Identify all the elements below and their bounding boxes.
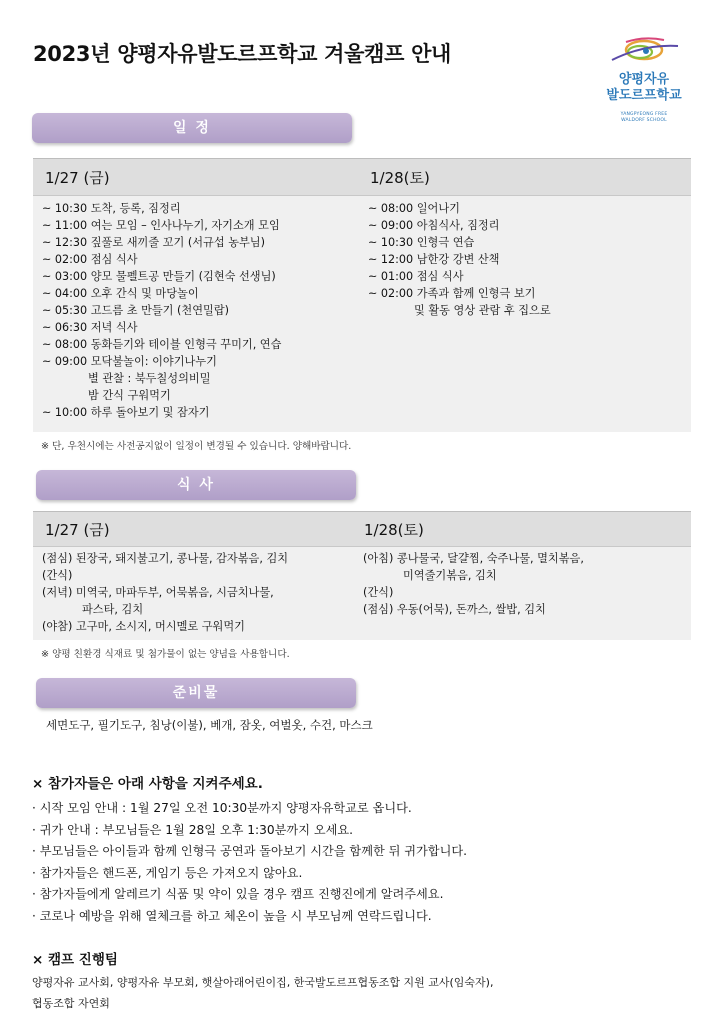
logo-swirl-icon (604, 34, 684, 74)
list-item: ~ 10:30 인형극 연습 (368, 236, 475, 249)
list-item: ~ 10:30 도착, 등록, 짐정리 (42, 202, 181, 215)
list-item: · 시작 모임 안내 : 1월 27일 오전 10:30분까지 양평자유학교로 옵니다. (32, 801, 412, 815)
logo-text-line1: 양평자유 (618, 72, 670, 87)
schedule-day2-label: 1/28(토) (370, 169, 430, 187)
list-item: · 참가자들에게 알레르기 식품 및 약이 있을 경우 캠프 진행진에게 알려주세요. (32, 887, 444, 902)
logo-sub-line1: YANGPYEONG FREE (620, 112, 668, 117)
schedule-day1-label: 1/27 (금) (45, 169, 110, 187)
schedule-day2-list (368, 200, 551, 319)
list-item: (점심) 우동(어묵), 돈까스, 쌀밥, 김치 (363, 603, 546, 616)
list-item: ~ 04:00 오후 간식 및 마당놀이 (42, 287, 199, 300)
list-item: ~ 05:30 고드름 초 만들기 (천연밀랍) (42, 304, 230, 317)
list-item: · 부모님들은 아이들과 함께 인형극 공연과 돌아보기 시간을 함께한 뒤 귀가합니다. (32, 844, 468, 859)
schedule-header-bar (33, 158, 691, 196)
list-item: ~ 08:00 동화듣기와 테이블 인형극 꾸미기, 연습 (42, 338, 282, 351)
list-item: · 귀가 안내 : 부모님들은 1월 28일 오후 1:30분까지 오세요. (32, 822, 354, 837)
team-heading: × 캠프 진행팀 (32, 952, 118, 968)
page-title: 2023년 양평자유발도르프학교 겨울캠프 안내 (33, 42, 452, 66)
rules-list (32, 798, 467, 928)
list-item: · 코로나 예방을 위해 열체크를 하고 체온이 높을 시 부모님께 연락드립니다. (32, 908, 432, 923)
list-item: · 참가자들은 핸드폰, 게임기 등은 가져오지 않아요. (32, 865, 303, 880)
meals-note: ※ 양평 친환경 식재료 및 첨가물이 없는 양념을 사용합니다. (41, 649, 290, 660)
list-item: (야참) 고구마, 소시지, 머시멜로 구워먹기 (42, 620, 245, 633)
list-item: 및 활동 영상 관람 후 집으로 (414, 304, 551, 317)
list-item: ~ 12:00 남한강 강변 산책 (368, 253, 500, 266)
meals-day1-list (42, 550, 288, 635)
schedule-day1-list (42, 200, 281, 421)
list-item: (저녁) 미역국, 마파두부, 어묵볶음, 시금치나물, (42, 586, 274, 599)
list-item: ~ 11:00 여는 모임 – 인사나누기, 자기소개 모임 (42, 219, 280, 232)
list-item: (간식) (363, 586, 394, 599)
list-item: ~ 08:00 일어나기 (368, 202, 460, 215)
logo-sub-line2: WALDORF SCHOOL (621, 118, 667, 123)
school-logo (604, 34, 684, 144)
logo-subtitle (604, 112, 684, 124)
meals-section-label: 식 사 (36, 470, 356, 500)
list-item: ~ 09:00 모닥불놀이: 이야기나누기 (42, 355, 217, 368)
logo-text-line2: 발도르프학교 (606, 88, 682, 103)
list-item: ~ 06:30 저녁 식사 (42, 321, 138, 334)
list-item: ~ 12:30 짚풀로 새끼줄 꼬기 (서규섭 농부님) (42, 236, 265, 249)
list-item: 별 관찰 : 북두칠성의비밀 (88, 372, 211, 385)
meals-day2-label: 1/28(토) (364, 521, 424, 539)
list-item: (간식) (42, 569, 73, 582)
schedule-section-label: 일 정 (32, 113, 352, 143)
team-members (32, 972, 493, 1014)
list-item: (점심) 된장국, 돼지불고기, 콩나물, 감자볶음, 김치 (42, 552, 289, 565)
prep-list: 세면도구, 필기도구, 침낭(이불), 베개, 잠옷, 여벌옷, 수건, 마스크 (46, 718, 373, 732)
list-item: ~ 09:00 아침식사, 짐정리 (368, 219, 500, 232)
meals-day1-label: 1/27 (금) (45, 521, 110, 539)
list-item: 파스타, 김치 (82, 603, 144, 616)
list-item: ~ 02:00 가족과 함께 인형극 보기 (368, 287, 536, 300)
list-item: ~ 02:00 점심 식사 (42, 253, 138, 266)
list-item: ~ 03:00 양모 물펠트공 만들기 (김현숙 선생님) (42, 270, 276, 283)
prep-section-label: 준비물 (36, 678, 356, 708)
team-line: 협동조합 자연회 (32, 997, 110, 1010)
rules-heading: × 참가자들은 아래 사항을 지켜주세요. (32, 776, 263, 792)
meals-header-bar (33, 511, 691, 547)
schedule-note: ※ 단, 우천시에는 사전공지없이 일정이 변경될 수 있습니다. 양해바랍니다. (41, 441, 352, 452)
meals-day2-list (363, 550, 584, 618)
team-line: 양평자유 교사회, 양평자유 부모회, 햇살아래어린이집, 한국발도르프협동조합 지원 교사(임숙자), (32, 976, 494, 989)
list-item: ~ 01:00 점심 식사 (368, 270, 464, 283)
list-item: ~ 10:00 하루 돌아보기 및 잠자기 (42, 406, 210, 419)
list-item: (아침) 콩나물국, 달걀찜, 숙주나물, 멸치볶음, (363, 552, 584, 565)
list-item: 미역줄기볶음, 김치 (403, 569, 497, 582)
list-item: 밤 간식 구워먹기 (88, 389, 171, 402)
